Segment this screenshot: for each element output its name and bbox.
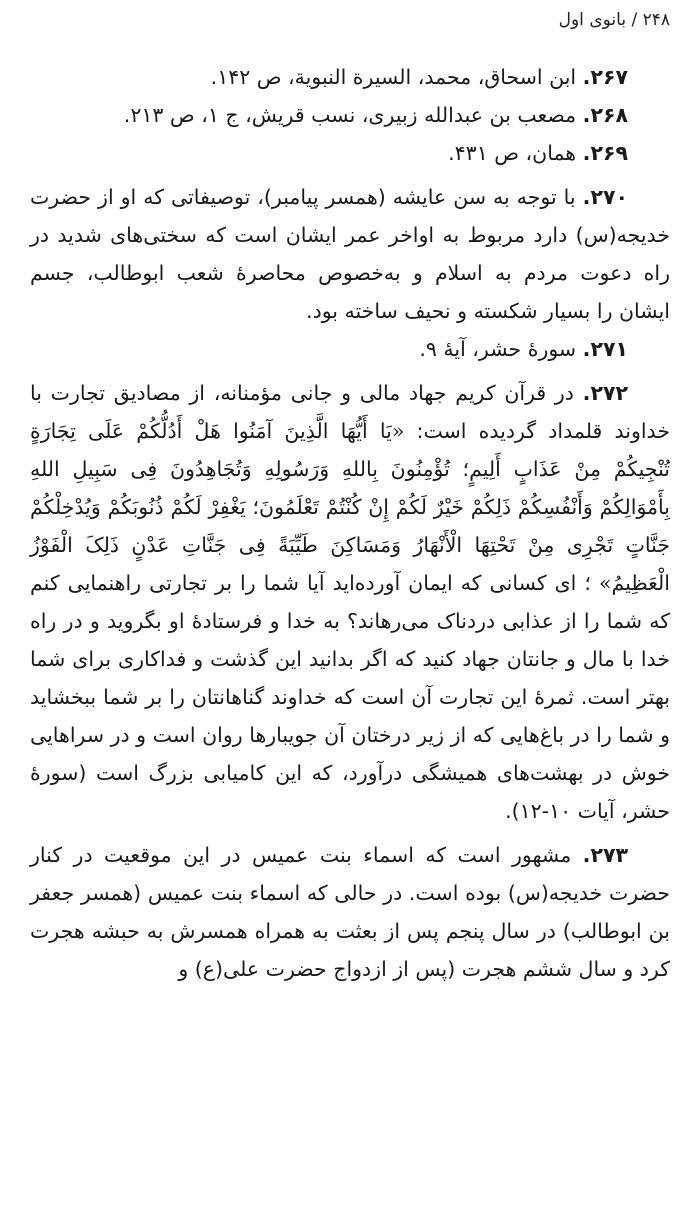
running-head-text: ۲۴۸ / بانوی اول <box>558 10 670 30</box>
endnote-273 <box>30 836 670 988</box>
endnote-number: ۲۷۳. <box>582 843 628 867</box>
endnote-269 <box>30 134 670 172</box>
endnote-text: با توجه به سن عایشه (همسر پیامبر)، توصیفاتی که او از حضرت خدیجه(س) دارد مربوط به اواخر عمر ایشان است که سختی‌های شدید در راه دعوت مردم به اسلام و به‌خصوص محاصرهٔ شعب ابوطالب، جسم ایشان را بسیار شکسته و نحیف ساخته بود. <box>30 185 670 323</box>
endnote-271 <box>30 330 670 368</box>
endnote-272 <box>30 374 670 830</box>
endnote-267 <box>30 58 670 96</box>
endnote-270 <box>30 178 670 330</box>
endnote-intro: در قرآن کریم جهاد مالی و جانی مؤمنانه، از مصادیق تجارت با خداوند قلمداد گردیده است: <box>30 381 670 443</box>
quran-translation: ؛ ای کسانی که ایمان آورده‌اید آیا شما را بر تجارتی راهنمایی کنم که شما را از عذابی دردناک می‌رهاند؟ به خدا و فرستادهٔ او بگروید و در راه خدا با مال و جانتان جهاد کنید که اگر بدانید این گذشت و فداکاری برای شما بهتر است. ثمرهٔ این تجارت آن است که خداوند گناهانتان را بر شما ببخشاید و شما را در باغ‌هایی که از زیر درختان آن جویبارها روان است و در سراهایی خوش در بهشت‌های همیشگی درآورد، که این کامیابی بزرگ است (سورهٔ حشر، آیات ۱۰-۱۲). <box>30 571 670 823</box>
endnote-number: ۲۷۱. <box>582 337 628 361</box>
quran-quote: «یَا أَیُّهَا الَّذِینَ آمَنُوا هَلْ أَدُلُّکُمْ عَلَی تِجَارَةٍ تُنْجِیکُمْ مِنْ عَذَابٍ أَلِیمٍ؛ تُؤْمِنُونَ بِاللهِ وَرَسُولِهِ وَتُجَاهِدُونَ فِی سَبِیلِ اللهِ بِأَمْوَالِکُمْ وَأَنْفُسِکُمْ ذَلِکُمْ خَیْرٌ لَکُمْ إِنْ کُنْتُمْ تَعْلَمُونَ؛ یَغْفِرْ لَکُمْ ذُنُوبَکُمْ وَیُدْخِلْکُمْ جَنَّاتٍ تَجْرِی مِنْ تَحْتِهَا الْأَنْهَارُ وَمَسَاکِنَ طَیِّبَةً فِی جَنَّاتِ عَدْنٍ ذَلِکَ الْفَوْزُ الْعَظِیمُ» <box>30 419 670 595</box>
endnote-number: ۲۷۲. <box>582 381 628 405</box>
endnote-text: مشهور است که اسماء بنت عمیس در این موقعیت در کنار حضرت خدیجه(س) بوده است. در حالی که اسماء بنت عمیس (همسر جعفر بن ابوطالب) در سال پنجم پس از بعثت به همراه همسرش به حبشه هجرت کرد و سال ششم هجرت (پس از ازدواج حضرت علی(ع) و <box>30 843 670 981</box>
endnote-text: ابن اسحاق، محمد، السیرة النبویة، ص ۱۴۲. <box>210 65 577 89</box>
endnote-268 <box>30 96 670 134</box>
endnote-text: سورهٔ حشر، آیهٔ ۹. <box>419 337 577 361</box>
endnote-number: ۲۷۰. <box>582 185 628 209</box>
endnote-number: ۲۶۸. <box>582 103 628 127</box>
endnote-text: همان، ص ۴۳۱. <box>448 141 577 165</box>
endnotes-list <box>30 58 670 988</box>
running-head <box>559 8 670 32</box>
endnote-number: ۲۶۷. <box>582 65 628 89</box>
endnote-text: مصعب بن عبدالله زبیری، نسب قریش، ج ۱، ص ۲۱۳. <box>123 103 577 127</box>
endnote-number: ۲۶۹. <box>582 141 628 165</box>
